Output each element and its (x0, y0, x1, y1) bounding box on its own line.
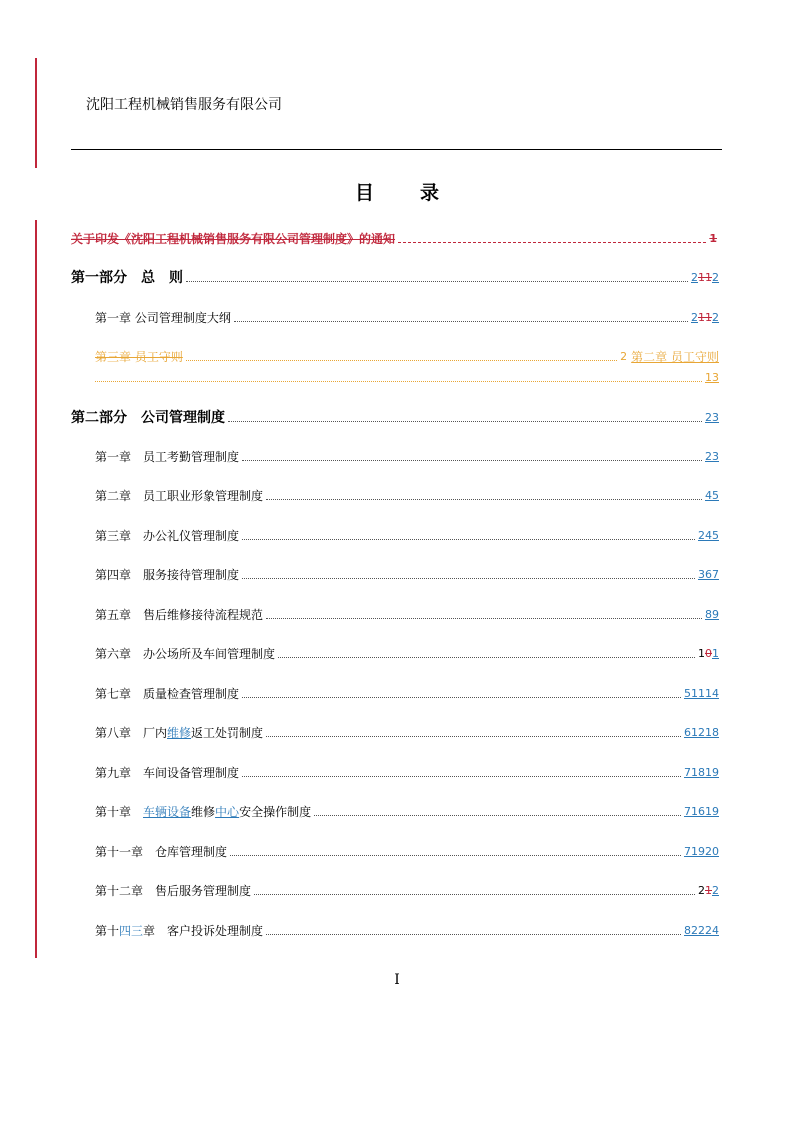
toc-entry-label: 第六章 办公场所及车间管理制度 (95, 647, 276, 661)
toc-title-char-1: 目 (354, 182, 374, 204)
toc-leader (278, 645, 695, 658)
toc-leader (314, 803, 681, 816)
toc-page-number: 61218 (684, 726, 719, 739)
toc-leader (266, 487, 702, 500)
toc-entry-p2-ch3[interactable] (95, 529, 719, 543)
revision-bar-body (35, 220, 37, 958)
toc-entry-label: 第二部分 公司管理制度 (71, 410, 225, 426)
toc-entry-p2-ch9[interactable] (95, 766, 719, 780)
toc-page-number: 13 (705, 371, 719, 384)
toc-entry-label: 第八章 厂内维修返工处罚制度 (95, 726, 264, 740)
toc-entry-label: 第十一章 仓库管理制度 (95, 845, 228, 859)
toc-leader (254, 882, 695, 895)
toc-page-number: 101 (698, 647, 719, 660)
toc-page-number: 2112 (691, 271, 719, 284)
toc-entry-label: 第四章 服务接待管理制度 (95, 568, 240, 582)
toc-entry-p1-ch2-continued (95, 371, 719, 385)
toc-page-number: 23 (705, 450, 719, 463)
toc-page-number: 1 (709, 232, 717, 245)
toc-entry-p2-ch10[interactable] (95, 805, 719, 819)
toc-entry-label: 关于印发《沈阳工程机械销售服务有限公司管理制度》的通知 (71, 232, 396, 246)
toc-entry-part2[interactable] (71, 411, 719, 425)
toc-entry-label: 第九章 车间设备管理制度 (95, 766, 240, 780)
toc-leader (242, 448, 702, 461)
toc-entry-p2-ch12[interactable] (95, 884, 719, 898)
toc-page-number: 89 (705, 608, 719, 621)
toc-entry-p2-ch14[interactable] (95, 924, 719, 938)
toc-leader (186, 348, 617, 361)
toc-entry-p2-ch5[interactable] (95, 608, 719, 622)
toc-entry-p2-ch8[interactable] (95, 726, 719, 740)
toc-page-number: 45 (705, 489, 719, 502)
toc-entry-notice[interactable] (71, 232, 717, 246)
toc-leader (242, 685, 681, 698)
toc-page-number: 2112 (691, 311, 719, 324)
toc-page-number: 212 (698, 884, 719, 897)
toc-leader (242, 527, 695, 540)
toc-entry-label-moved: 第三章 员工守则 (95, 350, 183, 364)
toc-entry-label: 第五章 售后维修接待流程规范 (95, 608, 264, 622)
toc-leader (234, 309, 688, 322)
toc-page-number: 245 (698, 529, 719, 542)
toc-leader (242, 764, 681, 777)
toc-entry-p1-ch1[interactable] (95, 311, 719, 325)
toc-leader (186, 269, 688, 282)
toc-leader (266, 606, 702, 619)
footer-page-number: I (394, 972, 400, 988)
toc-entry-p2-ch7[interactable] (95, 687, 719, 701)
toc-title-char-2: 录 (420, 182, 440, 204)
toc-entry-label: 第二章 员工职业形象管理制度 (95, 489, 264, 503)
toc-leader (398, 230, 706, 243)
toc-entry-label: 第十章 车辆设备维修中心安全操作制度 (95, 805, 312, 819)
toc-entry-part1[interactable] (71, 271, 719, 285)
toc-entry-label: 第一章 公司管理制度大纲 (95, 311, 231, 325)
toc-entry-label: 第一章 员工考勤管理制度 (95, 450, 240, 464)
toc-page-number: 367 (698, 568, 719, 581)
toc-page-number: 71920 (684, 845, 719, 858)
toc-leader (266, 724, 681, 737)
toc-page-number: 2 (620, 350, 628, 363)
toc-entry-p2-ch6[interactable] (95, 647, 719, 661)
toc-page-number: 71819 (684, 766, 719, 779)
toc-title (0, 178, 794, 205)
toc-leader (242, 566, 695, 579)
toc-entry-p2-ch4[interactable] (95, 568, 719, 582)
toc-entry-label: 第三章 办公礼仪管理制度 (95, 529, 240, 543)
toc-page-number: 71619 (684, 805, 719, 818)
toc-page-number: 82224 (684, 924, 719, 937)
toc-page-number: 51114 (684, 687, 719, 700)
toc-leader (266, 922, 681, 935)
toc-leader (230, 843, 681, 856)
toc-page-number: 23 (705, 411, 719, 424)
toc-entry-p1-ch2-moved[interactable] (95, 350, 719, 364)
header-company-name: 沈阳工程机械销售服务有限公司 (86, 97, 282, 113)
toc-entry-p2-ch1[interactable] (95, 450, 719, 464)
toc-entry-label: 第七章 质量检查管理制度 (95, 687, 240, 701)
toc-entry-label: 第一部分 总 则 (71, 270, 183, 286)
toc-entry-label-new: 第二章 员工守则 (631, 350, 719, 364)
toc-leader (95, 369, 702, 382)
revision-bar-header (35, 58, 37, 168)
header-rule (71, 149, 722, 150)
toc-leader (228, 409, 702, 422)
toc-entry-p2-ch2[interactable] (95, 489, 719, 503)
toc-entry-label: 第十四三章 客户投诉处理制度 (95, 924, 264, 938)
toc-entry-p2-ch11[interactable] (95, 845, 719, 859)
toc-entry-label: 第十二章 售后服务管理制度 (95, 884, 252, 898)
